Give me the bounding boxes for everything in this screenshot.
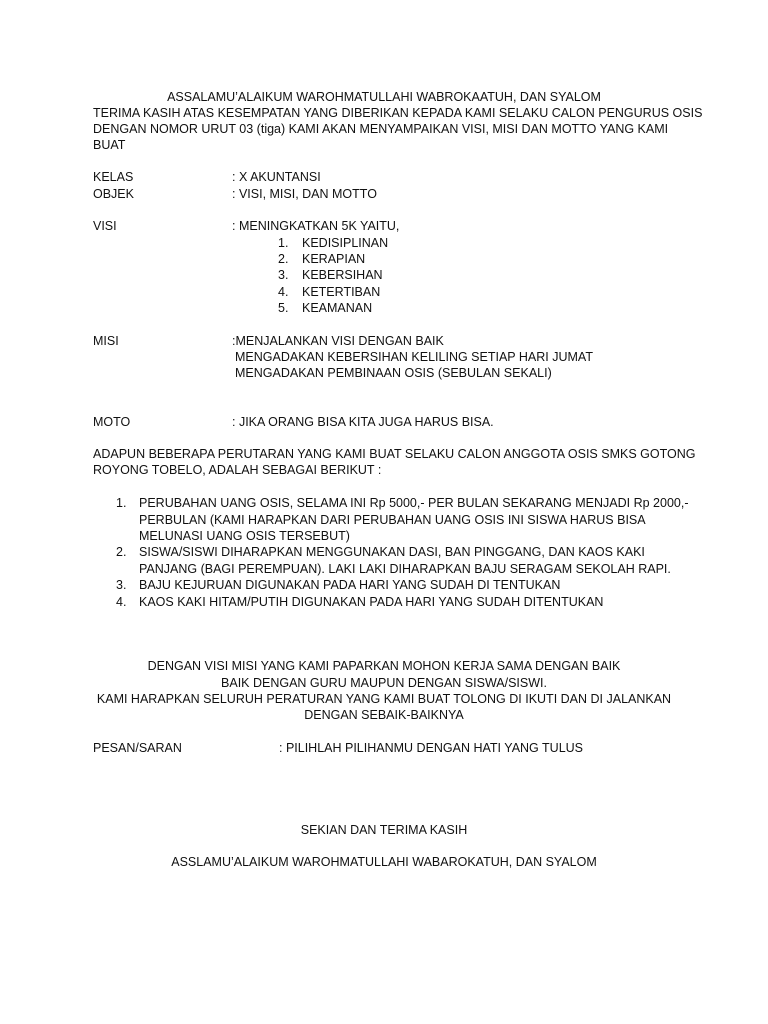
visi-item-text: KEDISIPLINAN <box>302 236 389 250</box>
rule-num: 4. <box>116 595 127 609</box>
rules-intro-line: ROYONG TOBELO, ADALAH SEBAGAI BERIKUT : <box>93 463 382 477</box>
visi-item-num: 4. <box>278 285 289 299</box>
intro-line: TERIMA KASIH ATAS KESEMPATAN YANG DIBERIKAN KEPADA KAMI SELAKU CALON PENGURUS OSIS <box>93 106 703 120</box>
kelas-value: : X AKUNTANSI <box>232 170 321 184</box>
visi-item-text: KERAPIAN <box>302 252 366 266</box>
misi-line: MENGADAKAN KEBERSIHAN KELILING SETIAP HARI JUMAT <box>235 350 593 364</box>
closing-line: KAMI HARAPKAN SELURUH PERATURAN YANG KAMI BUAT TOLONG DI IKUTI DAN DI JALANKAN <box>96 692 672 706</box>
moto-label: MOTO <box>93 415 131 429</box>
rule-num: 2. <box>116 545 127 559</box>
visi-item-num: 3. <box>278 268 289 282</box>
rules-intro-line: ADAPUN BEBERAPA PERUTARAN YANG KAMI BUAT SELAKU CALON ANGGOTA OSIS SMKS GOTONG <box>93 447 696 461</box>
objek-value: : VISI, MISI, DAN MOTTO <box>232 187 377 201</box>
closing-line: BAIK DENGAN GURU MAUPUN DENGAN SISWA/SISWI. <box>221 676 547 690</box>
visi-label: VISI <box>93 219 117 233</box>
visi-value: : MENINGKATKAN 5K YAITU, <box>232 219 400 233</box>
closing-line: DENGAN SEBAIK-BAIKNYA <box>304 708 464 722</box>
rule-num: 3. <box>116 578 127 592</box>
visi-item-text: KEBERSIHAN <box>302 268 383 282</box>
pesan-value: : PILIHLAH PILIHANMU DENGAN HATI YANG TULUS <box>279 741 584 755</box>
misi-line: :MENJALANKAN VISI DENGAN BAIK <box>232 334 444 348</box>
thanks-line: SEKIAN DAN TERIMA KASIH <box>300 823 468 837</box>
rule-line: SISWA/SISWI DIHARAPKAN MENGGUNAKAN DASI, BAN PINGGANG, DAN KAOS KAKI <box>139 545 645 559</box>
rule-line: MELUNASI UANG OSIS TERSEBUT) <box>139 529 350 543</box>
visi-item-num: 1. <box>278 236 289 250</box>
pesan-label: PESAN/SARAN <box>93 741 182 755</box>
visi-item-num: 2. <box>278 252 289 266</box>
objek-label: OBJEK <box>93 187 134 201</box>
greeting-close: ASSLAMU’ALAIKUM WAROHMATULLAHI WABAROKATUH, DAN SYALOM <box>171 855 597 869</box>
greeting-open: ASSALAMU’ALAIKUM WAROHMATULLAHI WABROKAATUH, DAN SYALOM <box>167 90 601 104</box>
rule-line: KAOS KAKI HITAM/PUTIH DIGUNAKAN PADA HARI YANG SUDAH DITENTUKAN <box>139 595 604 609</box>
kelas-label: KELAS <box>93 170 134 184</box>
closing-line: DENGAN VISI MISI YANG KAMI PAPARKAN MOHON KERJA SAMA DENGAN BAIK <box>147 659 621 673</box>
rule-line: PERBULAN (KAMI HARAPKAN DARI PERUBAHAN UANG OSIS INI SISWA HARUS BISA <box>139 513 646 527</box>
rule-num: 1. <box>116 496 127 510</box>
rule-line: PERUBAHAN UANG OSIS, SELAMA INI Rp 5000,- PER BULAN SEKARANG MENJADI Rp 2000,- <box>139 496 689 510</box>
intro-line: BUAT <box>93 138 126 152</box>
rule-line: PANJANG (BAGI PEREMPUAN). LAKI LAKI DIHARAPKAN BAJU SERAGAM SEKOLAH RAPI. <box>139 562 671 576</box>
visi-item-text: KETERTIBAN <box>302 285 381 299</box>
visi-item-text: KEAMANAN <box>302 301 373 315</box>
rule-line: BAJU KEJURUAN DIGUNAKAN PADA HARI YANG SUDAH DI TENTUKAN <box>139 578 561 592</box>
misi-line: MENGADAKAN PEMBINAAN OSIS (SEBULAN SEKALI) <box>235 366 552 380</box>
intro-line: DENGAN NOMOR URUT 03 (tiga) KAMI AKAN MENYAMPAIKAN VISI, MISI DAN MOTTO YANG KAMI <box>93 122 669 136</box>
visi-item-num: 5. <box>278 301 289 315</box>
moto-value: : JIKA ORANG BISA KITA JUGA HARUS BISA. <box>232 415 494 429</box>
misi-label: MISI <box>93 334 119 348</box>
